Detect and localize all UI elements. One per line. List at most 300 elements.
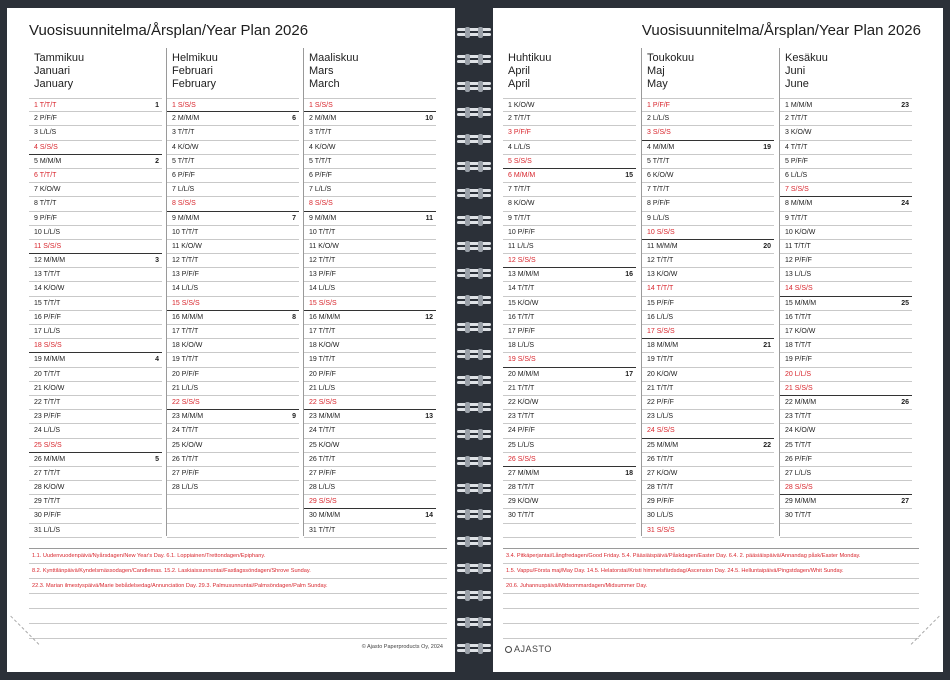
day-row[interactable]	[780, 325, 912, 339]
week-number: 23	[901, 102, 909, 109]
day-row[interactable]	[29, 467, 162, 481]
day-row[interactable]	[304, 141, 436, 155]
day-row[interactable]	[167, 353, 299, 367]
day-row[interactable]	[642, 240, 774, 254]
day-row[interactable]	[780, 197, 912, 211]
day-row[interactable]	[29, 282, 162, 296]
day-row[interactable]	[780, 254, 912, 268]
day-row[interactable]	[29, 98, 162, 112]
day-label: 18 M/M/M	[647, 342, 679, 350]
day-row[interactable]	[780, 155, 912, 169]
day-row[interactable]	[642, 282, 774, 296]
day-row[interactable]	[503, 183, 636, 197]
day-row[interactable]	[780, 509, 912, 523]
empty-day-row[interactable]	[167, 509, 299, 523]
day-label: 3 K/O/W	[785, 129, 812, 137]
day-row[interactable]	[780, 353, 912, 367]
day-label: 19 P/F/F	[785, 356, 812, 364]
day-label: 1 M/M/M	[785, 102, 813, 109]
note-line[interactable]	[503, 594, 919, 609]
note-line[interactable]	[503, 624, 919, 639]
day-row[interactable]	[167, 325, 299, 339]
day-row[interactable]	[642, 325, 774, 339]
day-row[interactable]	[503, 155, 636, 169]
note-line[interactable]: 1.1. Uudenvuodenpäivä/Nyårsdagen/New Year's Day. 6.1. Loppiainen/Trettondagen/Epiphany.	[29, 549, 447, 564]
day-row[interactable]	[642, 141, 774, 155]
day-row[interactable]	[503, 197, 636, 211]
day-label: 20 T/T/T	[34, 370, 61, 378]
day-row[interactable]	[642, 481, 774, 495]
day-row[interactable]	[642, 183, 774, 197]
day-row[interactable]	[780, 311, 912, 325]
day-row[interactable]	[167, 268, 299, 282]
day-row[interactable]	[780, 339, 912, 353]
week-number: 18	[625, 469, 633, 477]
day-row[interactable]	[503, 453, 636, 467]
day-row[interactable]	[780, 424, 912, 438]
spiral-ring	[457, 189, 491, 198]
day-row[interactable]	[503, 481, 636, 495]
day-row[interactable]	[29, 226, 162, 240]
day-row[interactable]	[304, 495, 436, 509]
day-label: 13 L/L/S	[785, 271, 812, 279]
day-row[interactable]	[642, 311, 774, 325]
day-row[interactable]	[167, 240, 299, 254]
month-name: Toukokuu	[647, 52, 695, 64]
day-label: 9 T/T/T	[508, 214, 531, 222]
day-row[interactable]	[29, 126, 162, 140]
day-row[interactable]	[642, 368, 774, 382]
day-row[interactable]	[167, 481, 299, 495]
day-row[interactable]	[304, 226, 436, 240]
day-label: 3 P/F/F	[508, 129, 531, 137]
day-row[interactable]	[167, 226, 299, 240]
day-row[interactable]	[29, 254, 162, 268]
day-row[interactable]	[503, 212, 636, 226]
spiral-ring	[457, 216, 491, 225]
empty-day-row[interactable]	[780, 524, 912, 538]
day-label: 28 T/T/T	[508, 484, 535, 492]
day-row[interactable]	[304, 126, 436, 140]
day-label: 29 S/S/S	[309, 498, 337, 506]
week-number: 11	[425, 214, 433, 222]
day-row[interactable]	[780, 467, 912, 481]
day-label: 26 T/T/T	[647, 455, 674, 463]
day-row[interactable]	[503, 353, 636, 367]
day-row[interactable]	[304, 410, 436, 424]
day-row[interactable]	[780, 212, 912, 226]
day-row[interactable]	[167, 410, 299, 424]
day-row[interactable]	[29, 169, 162, 183]
day-row[interactable]	[642, 112, 774, 126]
note-line[interactable]: 22.3. Marian ilmestyspäivä/Marie bebådelsedag/Annunciation Day. 29.3. Palmusunnuntai/Palmsöndagen/Palm Sunday.	[29, 579, 447, 594]
day-row[interactable]	[304, 155, 436, 169]
day-row[interactable]	[29, 368, 162, 382]
note-line[interactable]: 3.4. Pitkäperjantai/Långfredagen/Good Friday. 5.4. Pääsiäispäivä/Påskdagen/Easter Day. 6.4. 2. pääsiäispäivä/Annandag påsk/Easter Monday.	[503, 549, 919, 564]
day-label: 17 P/F/F	[508, 328, 535, 335]
day-label: 16 L/L/S	[647, 313, 674, 321]
day-row[interactable]	[642, 212, 774, 226]
day-row[interactable]	[304, 439, 436, 453]
day-label: 24 L/L/S	[34, 427, 61, 435]
day-label: 5 S/S/S	[508, 157, 532, 165]
day-row[interactable]	[780, 368, 912, 382]
note-line[interactable]: 20.6. Juhannuspäivä/Midsommardagen/Midsummer Day.	[503, 579, 919, 594]
day-row[interactable]	[503, 169, 636, 183]
spiral-ring	[457, 350, 491, 359]
day-row[interactable]	[167, 382, 299, 396]
right-page	[493, 8, 943, 672]
day-label: 8 T/T/T	[34, 200, 57, 208]
note-line[interactable]	[29, 624, 447, 639]
day-row[interactable]	[780, 240, 912, 254]
day-row[interactable]	[304, 382, 436, 396]
day-label: 30 T/T/T	[508, 512, 535, 520]
day-row[interactable]	[304, 396, 436, 410]
day-row[interactable]	[503, 112, 636, 126]
week-number: 10	[425, 115, 433, 123]
day-row[interactable]	[167, 311, 299, 325]
day-row[interactable]	[503, 226, 636, 240]
day-row[interactable]	[503, 368, 636, 382]
day-label: 21 T/T/T	[647, 384, 674, 392]
ajasto-logo-icon	[505, 646, 512, 653]
day-row[interactable]	[29, 155, 162, 169]
day-label: 15 S/S/S	[172, 299, 200, 307]
day-row[interactable]	[167, 183, 299, 197]
day-row[interactable]	[304, 268, 436, 282]
day-row[interactable]	[780, 98, 912, 112]
day-row[interactable]	[304, 197, 436, 211]
day-row[interactable]	[780, 126, 912, 140]
month-column	[166, 48, 299, 536]
day-row[interactable]	[503, 339, 636, 353]
day-row[interactable]	[167, 297, 299, 311]
day-row[interactable]	[29, 311, 162, 325]
day-row[interactable]	[304, 368, 436, 382]
day-row[interactable]	[167, 98, 299, 112]
day-row[interactable]	[642, 439, 774, 453]
day-row[interactable]	[503, 382, 636, 396]
brand-logo: AJASTO	[505, 644, 552, 654]
day-row[interactable]	[642, 226, 774, 240]
day-label: 6 P/F/F	[309, 171, 332, 179]
day-row[interactable]	[642, 467, 774, 481]
week-number: 26	[901, 398, 909, 406]
day-label: 6 K/O/W	[647, 171, 674, 179]
day-row[interactable]	[780, 297, 912, 311]
day-row[interactable]	[780, 169, 912, 183]
day-label: 10 K/O/W	[785, 228, 816, 236]
day-row[interactable]	[503, 439, 636, 453]
day-row[interactable]	[304, 509, 436, 523]
day-label: 21 S/S/S	[785, 384, 813, 392]
day-label: 20 M/M/M	[508, 370, 540, 378]
month-name: June	[785, 78, 809, 90]
note-line[interactable]	[29, 609, 447, 624]
day-row[interactable]	[304, 311, 436, 325]
day-row[interactable]	[780, 410, 912, 424]
day-row[interactable]	[642, 126, 774, 140]
day-row[interactable]	[304, 212, 436, 226]
day-row[interactable]	[780, 268, 912, 282]
day-row[interactable]	[167, 396, 299, 410]
day-label: 28 T/T/T	[647, 484, 674, 492]
day-row[interactable]	[642, 169, 774, 183]
day-row[interactable]	[780, 226, 912, 240]
day-label: 10 S/S/S	[647, 228, 675, 236]
month-heading	[647, 52, 694, 91]
empty-day-row[interactable]	[503, 524, 636, 538]
day-label: 6 P/F/F	[172, 171, 195, 179]
day-row[interactable]	[167, 197, 299, 211]
day-label: 8 K/O/W	[508, 200, 535, 208]
day-label: 1 S/S/S	[172, 102, 196, 109]
day-row[interactable]	[29, 112, 162, 126]
day-row[interactable]	[642, 297, 774, 311]
day-label: 17 K/O/W	[785, 328, 816, 335]
day-row[interactable]	[29, 197, 162, 211]
note-line[interactable]: 1.5. Vappu/Första maj/May Day. 14.5. Helatorstai/Kristi himmelsfärdsdag/Ascension Day. 24.5. Helluntaipäivä/Pingstdagen/Whit Sunday.	[503, 564, 919, 579]
day-label: 13 P/F/F	[172, 271, 199, 279]
day-row[interactable]	[503, 282, 636, 296]
day-row[interactable]	[780, 382, 912, 396]
day-row[interactable]	[780, 141, 912, 155]
day-label: 13 T/T/T	[34, 271, 61, 279]
day-row[interactable]	[780, 453, 912, 467]
day-row[interactable]	[642, 353, 774, 367]
day-row[interactable]	[503, 410, 636, 424]
day-label: 6 L/L/S	[785, 171, 808, 179]
day-label: 6 T/T/T	[34, 171, 57, 179]
day-row[interactable]	[167, 453, 299, 467]
spiral-ring	[457, 242, 491, 251]
note-line[interactable]	[29, 594, 447, 609]
day-row[interactable]	[503, 141, 636, 155]
day-row[interactable]	[304, 353, 436, 367]
week-number: 2	[155, 157, 159, 165]
day-row[interactable]	[304, 453, 436, 467]
day-label: 26 T/T/T	[309, 455, 336, 463]
day-row[interactable]	[304, 424, 436, 438]
month-name: Februari	[172, 65, 213, 77]
day-row[interactable]	[780, 183, 912, 197]
day-label: 22 M/M/M	[785, 398, 817, 406]
note-line[interactable]	[503, 609, 919, 624]
week-number: 16	[625, 271, 633, 279]
day-label: 31 L/L/S	[34, 526, 61, 534]
day-row[interactable]	[304, 112, 436, 126]
day-row[interactable]	[304, 282, 436, 296]
month-name: Kesäkuu	[785, 52, 828, 64]
day-label: 23 T/T/T	[508, 413, 535, 421]
day-row[interactable]	[642, 98, 774, 112]
spiral-ring	[457, 323, 491, 332]
day-label: 11 K/O/W	[172, 242, 202, 250]
day-row[interactable]	[29, 382, 162, 396]
month-heading	[508, 52, 551, 91]
day-row[interactable]	[167, 212, 299, 226]
day-row[interactable]	[503, 495, 636, 509]
day-row[interactable]	[642, 155, 774, 169]
day-row[interactable]	[304, 297, 436, 311]
day-row[interactable]	[503, 311, 636, 325]
day-label: 21 T/T/T	[508, 384, 535, 392]
day-row[interactable]	[167, 467, 299, 481]
day-row[interactable]	[304, 254, 436, 268]
day-label: 20 K/O/W	[647, 370, 678, 378]
day-row[interactable]	[503, 268, 636, 282]
day-row[interactable]	[304, 183, 436, 197]
day-label: 18 L/L/S	[508, 342, 535, 350]
day-row[interactable]	[29, 524, 162, 538]
day-label: 7 T/T/T	[508, 186, 531, 194]
day-row[interactable]	[29, 439, 162, 453]
day-label: 11 T/T/T	[785, 242, 811, 250]
day-row[interactable]	[503, 240, 636, 254]
day-row[interactable]	[304, 339, 436, 353]
day-label: 9 M/M/M	[309, 214, 337, 222]
day-row[interactable]	[29, 240, 162, 254]
day-row[interactable]	[503, 297, 636, 311]
day-row[interactable]	[29, 481, 162, 495]
day-row[interactable]	[780, 396, 912, 410]
day-row[interactable]	[780, 282, 912, 296]
day-label: 24 T/T/T	[309, 427, 336, 435]
day-label: 3 L/L/S	[34, 129, 57, 137]
day-row[interactable]	[29, 495, 162, 509]
day-label: 19 S/S/S	[508, 356, 536, 364]
day-row[interactable]	[503, 509, 636, 523]
day-row[interactable]	[29, 339, 162, 353]
day-row[interactable]	[780, 495, 912, 509]
day-row[interactable]	[167, 126, 299, 140]
day-row[interactable]	[304, 325, 436, 339]
day-row[interactable]	[503, 467, 636, 481]
day-row[interactable]	[642, 524, 774, 538]
day-row[interactable]	[167, 368, 299, 382]
day-row[interactable]	[642, 396, 774, 410]
day-label: 27 P/F/F	[172, 469, 199, 477]
day-label: 29 K/O/W	[508, 498, 539, 506]
day-row[interactable]	[304, 169, 436, 183]
day-label: 25 K/O/W	[172, 441, 203, 449]
day-row[interactable]	[29, 268, 162, 282]
day-label: 2 P/F/F	[34, 115, 57, 123]
week-number: 7	[292, 214, 296, 222]
day-label: 16 M/M/M	[309, 313, 341, 321]
day-row[interactable]	[503, 396, 636, 410]
day-row[interactable]	[642, 495, 774, 509]
day-row[interactable]	[29, 509, 162, 523]
day-row[interactable]	[29, 453, 162, 467]
day-row[interactable]	[29, 410, 162, 424]
day-label: 13 M/M/M	[508, 271, 540, 279]
day-row[interactable]	[304, 467, 436, 481]
day-row[interactable]	[642, 197, 774, 211]
day-label: 26 P/F/F	[785, 455, 812, 463]
day-row[interactable]	[29, 424, 162, 438]
day-row[interactable]	[167, 254, 299, 268]
spiral-ring	[457, 162, 491, 171]
day-row[interactable]	[503, 98, 636, 112]
day-row[interactable]	[304, 98, 436, 112]
day-label: 2 L/L/S	[647, 115, 670, 123]
day-row[interactable]	[167, 439, 299, 453]
day-row[interactable]	[304, 524, 436, 538]
day-row[interactable]	[167, 339, 299, 353]
day-row[interactable]	[503, 325, 636, 339]
day-row[interactable]	[167, 169, 299, 183]
note-line[interactable]: 8.2. Kynttilänpäivä/Kyndelsmässodagen/Candlemas. 15.2. Laskiaissunnuntai/Fastlagssöndagen/Shrove Sunday.	[29, 564, 447, 579]
day-row[interactable]	[167, 112, 299, 126]
day-row[interactable]	[780, 481, 912, 495]
day-row[interactable]	[29, 297, 162, 311]
day-label: 24 K/O/W	[785, 427, 816, 435]
day-row[interactable]	[29, 396, 162, 410]
day-label: 7 L/L/S	[309, 186, 332, 194]
empty-day-row[interactable]	[167, 524, 299, 538]
day-row[interactable]	[780, 439, 912, 453]
day-row[interactable]	[304, 240, 436, 254]
day-label: 5 T/T/T	[647, 157, 670, 165]
month-name: May	[647, 78, 668, 90]
month-name: March	[309, 78, 340, 90]
day-label: 11 S/S/S	[34, 242, 62, 250]
day-row[interactable]	[642, 410, 774, 424]
spiral-ring	[457, 510, 491, 519]
day-label: 15 S/S/S	[309, 299, 337, 307]
day-row[interactable]	[29, 353, 162, 367]
day-row[interactable]	[642, 509, 774, 523]
day-row[interactable]	[642, 268, 774, 282]
day-row[interactable]	[167, 424, 299, 438]
day-row[interactable]	[780, 112, 912, 126]
day-row[interactable]	[642, 453, 774, 467]
day-label: 25 K/O/W	[309, 441, 340, 449]
day-row[interactable]	[503, 126, 636, 140]
day-row[interactable]	[642, 339, 774, 353]
spiral-ring	[457, 430, 491, 439]
day-row[interactable]	[503, 254, 636, 268]
day-row[interactable]	[29, 141, 162, 155]
day-row[interactable]	[642, 424, 774, 438]
day-label: 21 L/L/S	[309, 384, 336, 392]
day-row[interactable]	[29, 212, 162, 226]
day-label: 14 L/L/S	[172, 285, 199, 293]
day-row[interactable]	[642, 382, 774, 396]
day-row[interactable]	[503, 424, 636, 438]
day-row[interactable]	[29, 183, 162, 197]
day-label: 19 T/T/T	[647, 356, 674, 364]
day-label: 30 L/L/S	[647, 512, 674, 520]
day-label: 11 M/M/M	[647, 242, 678, 250]
empty-day-row[interactable]	[167, 495, 299, 509]
day-row[interactable]	[304, 481, 436, 495]
day-row[interactable]	[29, 325, 162, 339]
month-heading	[172, 52, 218, 91]
day-label: 8 S/S/S	[172, 200, 196, 208]
day-row[interactable]	[167, 141, 299, 155]
day-row[interactable]	[167, 155, 299, 169]
day-row[interactable]	[642, 254, 774, 268]
day-label: 7 S/S/S	[785, 186, 809, 194]
month-name: January	[34, 78, 74, 90]
day-label: 21 K/O/W	[34, 384, 65, 392]
day-row[interactable]	[167, 282, 299, 296]
day-label: 17 T/T/T	[172, 328, 199, 335]
day-label: 1 P/F/F	[647, 102, 670, 109]
